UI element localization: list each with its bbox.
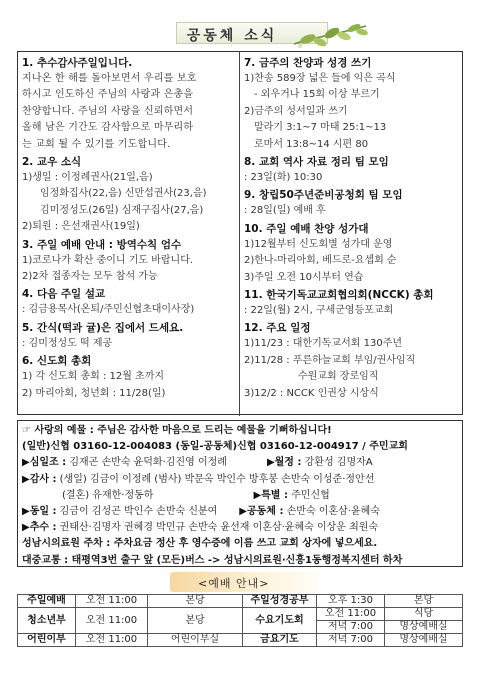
table-cell: 본당 — [385, 595, 463, 608]
table-cell: 명상예배실 — [385, 634, 463, 647]
transit-notice: 대중교통 : 태평역3번 출구 앞 (모든)버스 -> 성남시의료원·신흥1동행정복지센터 하차 — [22, 554, 403, 566]
section-line: 로마서 13:8~14 시편 80 — [254, 138, 369, 150]
table-cell: 식당 — [385, 608, 463, 621]
table-cell: 본당 — [148, 608, 243, 634]
news-section — [244, 287, 462, 319]
section-heading: 6. 신도회 총회 — [22, 355, 92, 368]
section-line: 임정화집사(22,음) 신만섭권사(23,음) — [40, 188, 207, 200]
section-heading: 5. 간식(떡과 귤)은 집에서 드세요. — [22, 321, 184, 334]
section-line: : 김미정성도 떡 제공 — [22, 337, 113, 349]
section-heading: 1. 추수감사주일입니다. — [22, 57, 133, 69]
table-cell: 오전 11:00 — [76, 595, 148, 608]
section-line: - 외우거나 15회 이상 부르기 — [254, 89, 380, 101]
section-line: 수원교회 장로임직 — [298, 371, 379, 383]
section-line: 1) 각 신도회 총회 : 12월 초까지 — [22, 371, 165, 383]
section-line: 1)코로나가 확산 중이니 기도 바랍니다. — [22, 254, 194, 266]
section-text: 하시고 인도하신 주님의 사랑과 은총을 — [22, 89, 194, 101]
section-line: 2)2차 접종자는 모두 참석 가능 — [22, 271, 158, 283]
section-line: 1)생일 : 이정례권사(21일,음) — [22, 172, 153, 184]
news-section — [22, 55, 239, 153]
section-line: 3)12/2 : NCCK 인권상 시상식 — [244, 387, 379, 399]
section-text: 지나온 한 해를 돌아보면서 우리를 보호 — [22, 73, 197, 84]
section-line: 1)12월부터 신도회별 성가대 운영 — [244, 238, 393, 250]
section-line: 2)한나-마리아회, 베드로-요셉회 순 — [244, 255, 397, 267]
right-column — [240, 52, 462, 416]
news-section — [22, 154, 239, 236]
section-line: 2)금주의 성서일과 쓰기 — [244, 105, 348, 117]
section-line: : 28일(일) 예배 후 — [244, 205, 326, 217]
offering-community-row: ▶동일 : 김금이 김성곤 박인수 손반숙 신분여 ▶공동체 : 손반숙 이혼삼·윤혜숙 — [22, 506, 380, 518]
table-cell: 저녁 7:00 — [317, 634, 385, 647]
news-section — [22, 237, 239, 286]
table-cell: 청소년부 — [18, 608, 76, 634]
offering-harvest-row: ▶추수 : 권태산·김명자 권혜경 박민규 손반숙 윤선재 이혼삼·윤혜숙 이상운 최원숙 — [22, 522, 379, 534]
news-section — [244, 55, 462, 153]
section-heading: 12. 주요 일정 — [244, 322, 311, 335]
left-column — [18, 52, 240, 416]
worship-guide-banner — [170, 572, 318, 592]
table-cell: 오후 1:30 — [317, 595, 385, 608]
worship-schedule-table — [17, 594, 463, 647]
table-row — [18, 608, 463, 621]
offering-notice-box — [17, 420, 463, 567]
section-text: 는 교회 될 수 있기를 기도합니다. — [22, 138, 171, 150]
table-cell: 오전 11:00 — [76, 608, 148, 634]
news-section — [244, 154, 462, 186]
section-heading: 7. 금주의 찬양과 성경 쓰기 — [244, 57, 372, 69]
table-cell: 어린이부 — [18, 634, 76, 647]
offering-intro: ☞ 사랑의 예물 : 주님은 감사한 마음으로 드리는 예물을 기뻐하십니다! — [22, 425, 332, 436]
section-text: 찬양합니다. 주님의 사랑을 신뢰하면서 — [22, 105, 194, 117]
table-cell: 수요기도회 — [243, 608, 317, 634]
news-section — [244, 320, 462, 402]
section-line: 2)퇴원 : 은선재권사(19일) — [22, 221, 140, 233]
section-line: : 22일(월) 2시, 구세군영등포교회 — [244, 305, 394, 317]
section-text: 올해 남은 기간도 감사함으로 마무리하 — [22, 122, 194, 134]
section-line: 2) 마리아회, 청년회 : 11/28(일) — [22, 387, 166, 399]
section-line: 김미정성도(26일) 심재구집사(27,음) — [40, 204, 204, 216]
section-line: 1)찬송 589장 넓은 들에 익은 곡식 — [244, 73, 396, 84]
section-heading: 9. 창립50주년준비공청회 팀 모임 — [244, 189, 403, 202]
leaf-decoration-icon — [290, 20, 370, 54]
section-line: : 김금용목사(온퇴/주민신협초대이사장) — [22, 304, 195, 316]
section-heading: 11. 한국기독교교회협의회(NCCK) 총회 — [244, 289, 434, 302]
section-line: : 23일(화) 10:30 — [244, 172, 323, 184]
offering-tithe-row: ▶심일조 : 김재곤 손반숙 윤덕화·김진영 이정례 ▶월정 : 강환성 김명자A — [22, 457, 373, 469]
bank-accounts: (일반)신협 03160-12-004083 (동일-공동체)신협 03160-12-004917 / 주민교회 — [22, 441, 408, 453]
table-cell: 본당 — [148, 595, 243, 608]
table-cell: 오전 11:00 — [317, 608, 385, 621]
news-section — [22, 286, 239, 318]
table-row — [18, 595, 463, 608]
table-cell: 명상예배실 — [385, 621, 463, 634]
section-line: 2)11/28 : 푸른하늘교회 부임/권사임직 — [244, 354, 416, 366]
news-section — [22, 320, 239, 352]
table-cell: 금요기도 — [243, 634, 317, 647]
news-section — [22, 353, 239, 402]
table-cell: 주일예배 — [18, 595, 76, 608]
section-heading: 3. 주일 예배 안내 : 방역수칙 엄수 — [22, 238, 182, 251]
section-line: 말라기 3:1~7 마태 25:1~13 — [254, 122, 387, 134]
offering-special-row: (결혼) 유재한·정동하 ▶특별 : 주민신협 — [62, 489, 330, 501]
news-section — [244, 221, 462, 286]
section-heading: 4. 다음 주일 설교 — [22, 288, 106, 301]
worship-guide-title: <예배 안내> — [198, 577, 270, 590]
news-box — [17, 51, 463, 415]
section-heading: 8. 교회 역사 자료 정리 팀 모임 — [244, 156, 389, 169]
section-line: 1)11/23 : 대한기독교서회 130주년 — [244, 338, 403, 350]
offering-thanks-row: ▶감사 : (생일) 김금이 이정례 (범사) 박문옥 박인수 방후봉 손반숙 이성준·정안선 — [22, 473, 375, 485]
news-section — [244, 187, 462, 219]
newsletter-header — [0, 0, 483, 46]
section-heading: 2. 교우 소식 — [22, 156, 82, 169]
table-row — [18, 634, 463, 647]
section-line: 3)주일 오전 10시부터 연습 — [244, 271, 364, 283]
page-title: 공동체 소식 — [186, 28, 278, 44]
table-cell: 주일성경공부 — [243, 595, 317, 608]
table-cell: 저녁 7:00 — [317, 621, 385, 634]
table-cell: 오전 11:00 — [76, 634, 148, 647]
section-heading: 10. 주일 예배 찬양 성가대 — [244, 222, 369, 235]
table-cell: 어린이부실 — [148, 634, 243, 647]
parking-notice: 성남시의료원 주차 : 주차요금 정산 후 영수증에 이름 쓰고 교회 상자에 넣으세요. — [22, 538, 378, 550]
